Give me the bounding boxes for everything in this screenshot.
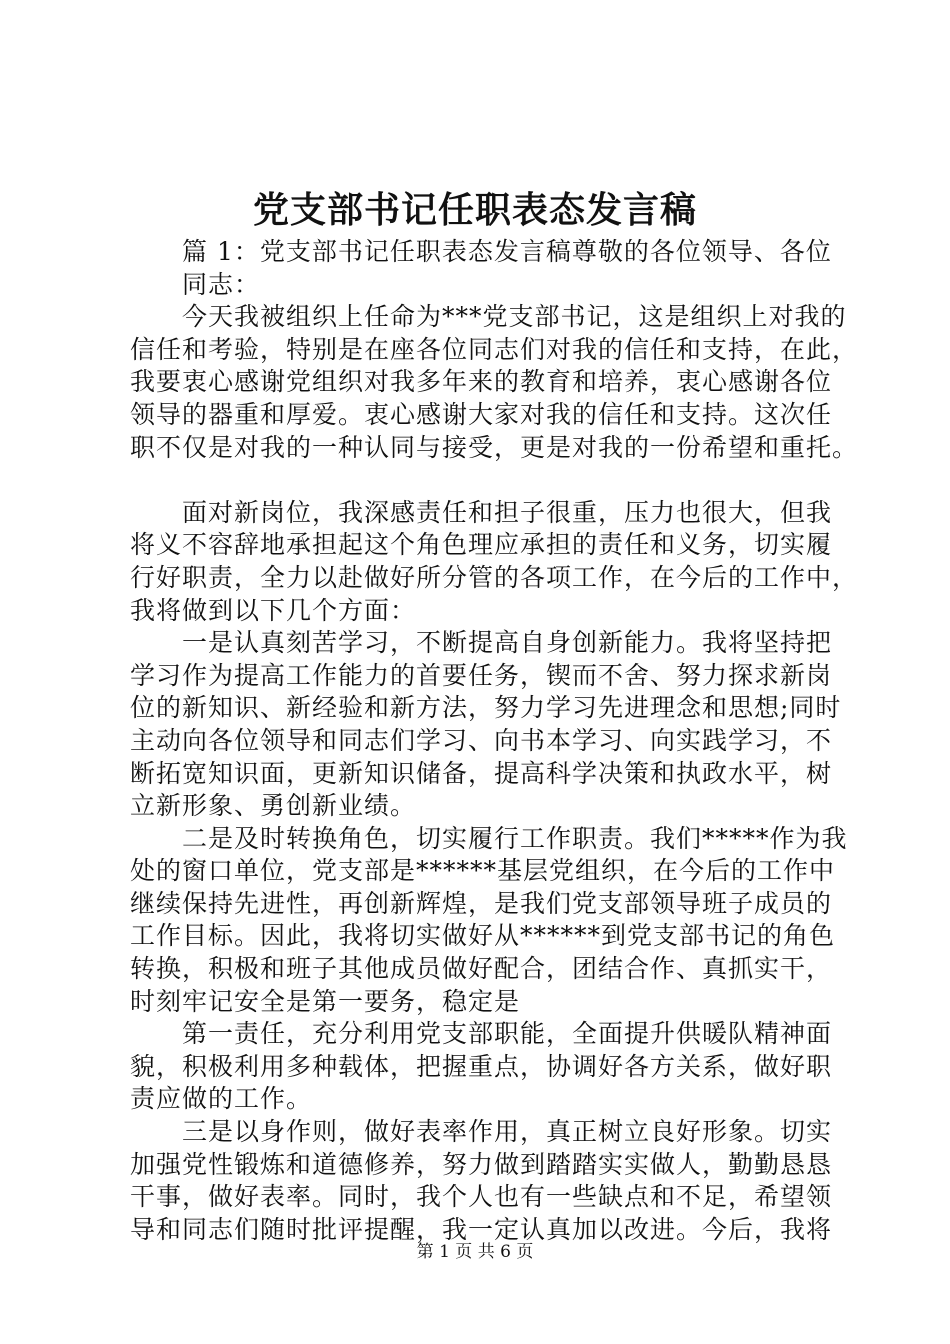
page-number: 第 1 页 共 6 页 [416,1242,534,1262]
text-line: 时刻牢记安全是第一要务，稳定是 [130,986,521,1016]
text-line: 面对新岗位，我深感责任和担子很重，压力也很大，但我 [130,497,833,527]
text-line: 第一责任，充分利用党支部职能，全面提升供暖队精神面 [130,1019,833,1049]
text-line: 位的新知识、新经验和新方法，努力学习先进理念和思想;同时 [130,693,842,723]
text-line: 加强党性锻炼和道德修养，努力做到踏踏实实做人，勤勤恳恳 [130,1149,833,1179]
text-line: 一是认真刻苦学习，不断提高自身创新能力。我将坚持把 [130,628,833,658]
text-line: 责应做的工作。 [130,1084,313,1114]
text-line: 今天我被组织上任命为***党支部书记，这是组织上对我的 [130,302,847,332]
text-line: 同志： [130,269,261,299]
text-line: 干事，做好表率。同时，我个人也有一些缺点和不足，希望领 [130,1182,833,1212]
text-line: 我将做到以下几个方面： [130,595,417,625]
text-line: 领导的器重和厚爱。衷心感谢大家对我的信任和支持。这次任 [130,399,833,429]
text-line: 断拓宽知识面，更新知识储备，提高科学决策和执政水平，树 [130,758,833,788]
document-title: 党支部书记任职表态发言稿 [252,189,697,231]
text-line: 将义不容辞地承担起这个角色理应承担的责任和义务，切实履 [130,530,833,560]
text-line: 学习作为提高工作能力的首要任务，锲而不舍、努力探求新岗 [130,660,833,690]
text-line: 导和同志们随时批评提醒，我一定认真加以改进。今后，我将 [130,1214,833,1244]
text-line: 处的窗口单位，党支部是******基层党组织，在今后的工作中 [130,856,836,886]
text-line: 职不仅是对我的一种认同与接受，更是对我的一份希望和重托。 [130,432,859,462]
text-line: 貌，积极利用多种载体，把握重点，协调好各方关系，做好职 [130,1051,833,1081]
paragraph-gap [130,464,850,497]
text-line: 转换，积极和班子其他成员做好配合，团结合作、真抓实干， [130,954,833,984]
text-line: 我要衷心感谢党组织对我多年来的教育和培养，衷心感谢各位 [130,367,833,397]
text-line: 信任和考验，特别是在座各位同志们对我的信任和支持，在此， [130,334,859,364]
text-line: 继续保持先进性，再创新辉煌，是我们党支部领导班子成员的 [130,888,833,918]
text-line: 主动向各位领导和同志们学习、向书本学习、向实践学习，不 [130,725,833,755]
text-line: 三是以身作则，做好表率作用，真正树立良好形象。切实 [130,1117,833,1147]
text-line: 篇 1：党支部书记任职表态发言稿尊敬的各位领导、各位 [130,237,832,266]
text-line: 二是及时转换角色，切实履行工作职责。我们*****作为我 [130,823,848,853]
text-line: 工作目标。因此，我将切实做好从******到党支部书记的角色 [130,921,836,951]
document-body [130,236,859,1246]
text-line: 行好职责，全力以赴做好所分管的各项工作，在今后的工作中， [130,562,859,592]
text-line: 立新形象、勇创新业绩。 [130,791,417,821]
